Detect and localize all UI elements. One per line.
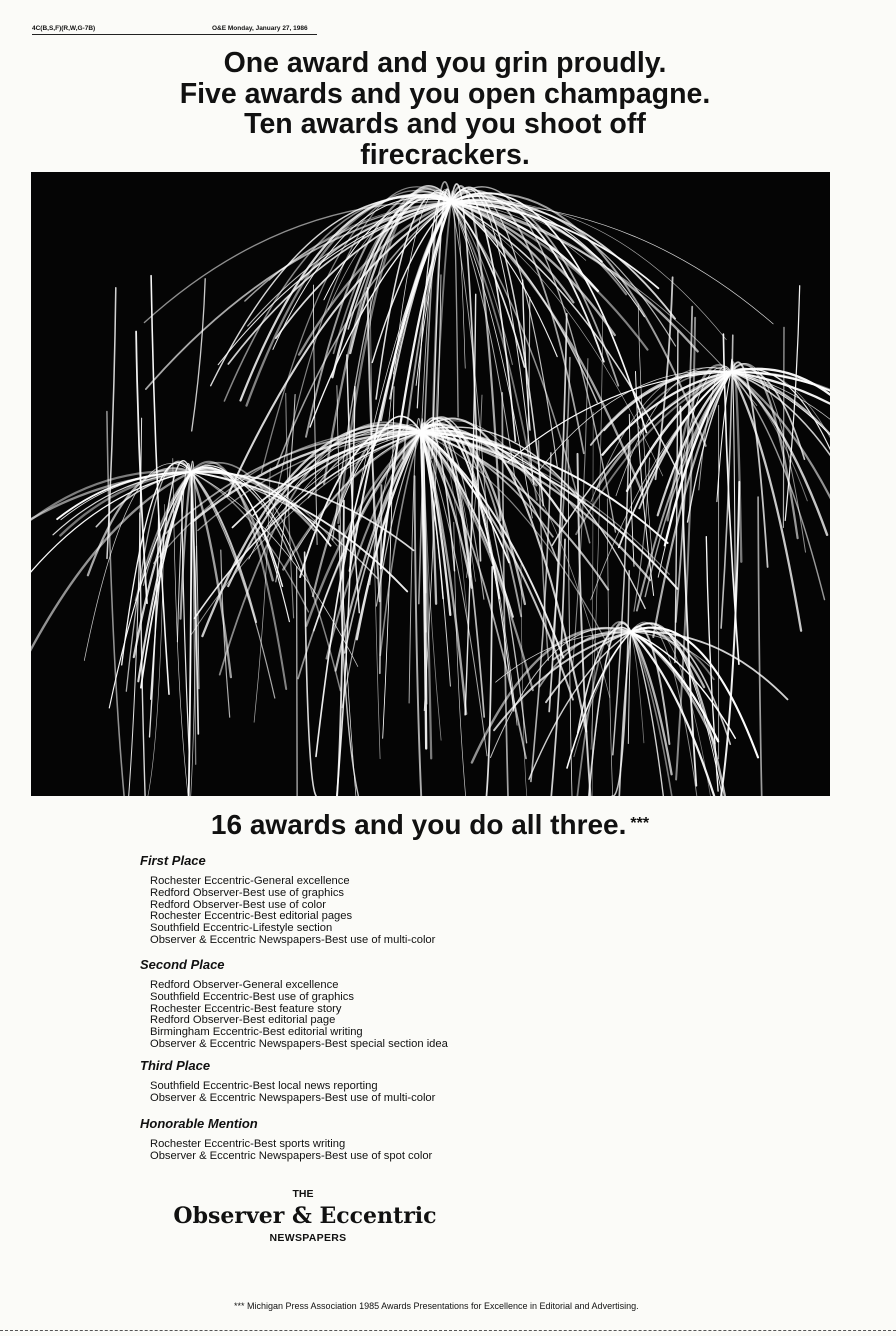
award-item: Southfield Eccentric-Lifestyle section	[150, 922, 333, 935]
fireworks-illustration	[31, 172, 830, 796]
award-item: Redford Observer-General excellence	[150, 979, 339, 991]
spark-streak	[451, 202, 663, 476]
spark-streak	[665, 372, 731, 546]
spark-streak	[592, 412, 593, 796]
spark-streak	[758, 497, 762, 796]
fireworks-photo	[31, 172, 830, 796]
subhead-marker: ***	[630, 815, 650, 832]
spark-streak	[451, 191, 458, 417]
award-list	[150, 980, 448, 1051]
award-item: Observer & Eccentric Newspapers-Best special section idea	[150, 1037, 448, 1050]
headline	[100, 48, 790, 170]
award-list	[150, 1081, 435, 1105]
award-section-second-place	[140, 957, 448, 1051]
award-item: Redford Observer-Best use of graphics	[150, 886, 345, 899]
spark-streak	[731, 372, 825, 600]
award-item: Rochester Eccentric-General excellence	[150, 875, 350, 887]
spark-streak	[656, 277, 673, 479]
masthead-newspapers: NEWSPAPERS	[269, 1232, 347, 1244]
spark-streak	[192, 279, 206, 431]
footnote-text: Michigan Press Association 1985 Awards Presentations for Excellence in Editorial and Advertising.	[247, 1301, 639, 1311]
spark-streak	[629, 414, 634, 566]
award-item: Observer & Eccentric Newspapers-Best use of multi-color	[150, 933, 436, 946]
section-heading: First Place	[140, 853, 206, 868]
spark-streak	[783, 327, 784, 527]
award-section-first-place	[140, 853, 435, 947]
masthead-the: THE	[292, 1188, 314, 1200]
page-folio: 4C(B,S,F)(R,W,G-7B)	[32, 25, 96, 32]
spark-streak	[613, 446, 629, 755]
award-section-honorable-mention	[140, 1116, 432, 1163]
page-bottom-rule	[0, 1330, 896, 1331]
spark-streak	[658, 372, 731, 577]
award-list	[150, 876, 435, 947]
spark-streak	[631, 632, 715, 743]
headline-line-4: firecrackers.	[360, 138, 530, 171]
award-item: Redford Observer-Best editorial page	[150, 1014, 336, 1027]
spark-streak	[415, 476, 422, 796]
award-item: Observer & Eccentric Newspapers-Best use of spot color	[150, 1149, 433, 1162]
subhead	[0, 806, 860, 843]
award-item: Observer & Eccentric Newspapers-Best use of multi-color	[150, 1091, 436, 1104]
headline-line-1: One award and you grin proudly.	[223, 47, 667, 79]
award-item: Redford Observer-Best use of color	[150, 898, 326, 911]
footnote	[234, 1301, 639, 1311]
spark-streak	[107, 412, 124, 797]
publication-date: O&E Monday, January 27, 1986	[212, 25, 308, 32]
page-header	[32, 24, 317, 35]
footnote-marker: ***	[234, 1301, 245, 1311]
award-item: Rochester Eccentric-Best editorial pages	[150, 910, 353, 923]
subhead-text: 16 awards and you do all three.	[210, 809, 627, 840]
award-item: Southfield Eccentric-Best use of graphics	[150, 990, 354, 1003]
award-section-third-place	[140, 1058, 435, 1105]
masthead-logo: Observer & Eccentric	[173, 1203, 437, 1229]
headline-line-3: Ten awards and you shoot off	[244, 108, 646, 140]
section-heading: Honorable Mention	[140, 1116, 258, 1131]
award-item: Birmingham Eccentric-Best editorial writing	[150, 1026, 363, 1039]
award-list	[150, 1139, 432, 1163]
award-item: Rochester Eccentric-Best sports writing	[150, 1138, 346, 1150]
spark-streak	[189, 474, 192, 796]
section-heading: Second Place	[140, 957, 225, 972]
award-item: Rochester Eccentric-Best feature story	[150, 1002, 342, 1015]
spark-streak	[451, 195, 618, 386]
spark-streaks	[31, 182, 830, 796]
headline-line-2: Five awards and you open champagne.	[179, 77, 711, 110]
award-item: Southfield Eccentric-Best local news reporting	[150, 1080, 378, 1092]
spark-streak	[148, 504, 165, 796]
section-heading: Third Place	[140, 1058, 211, 1073]
